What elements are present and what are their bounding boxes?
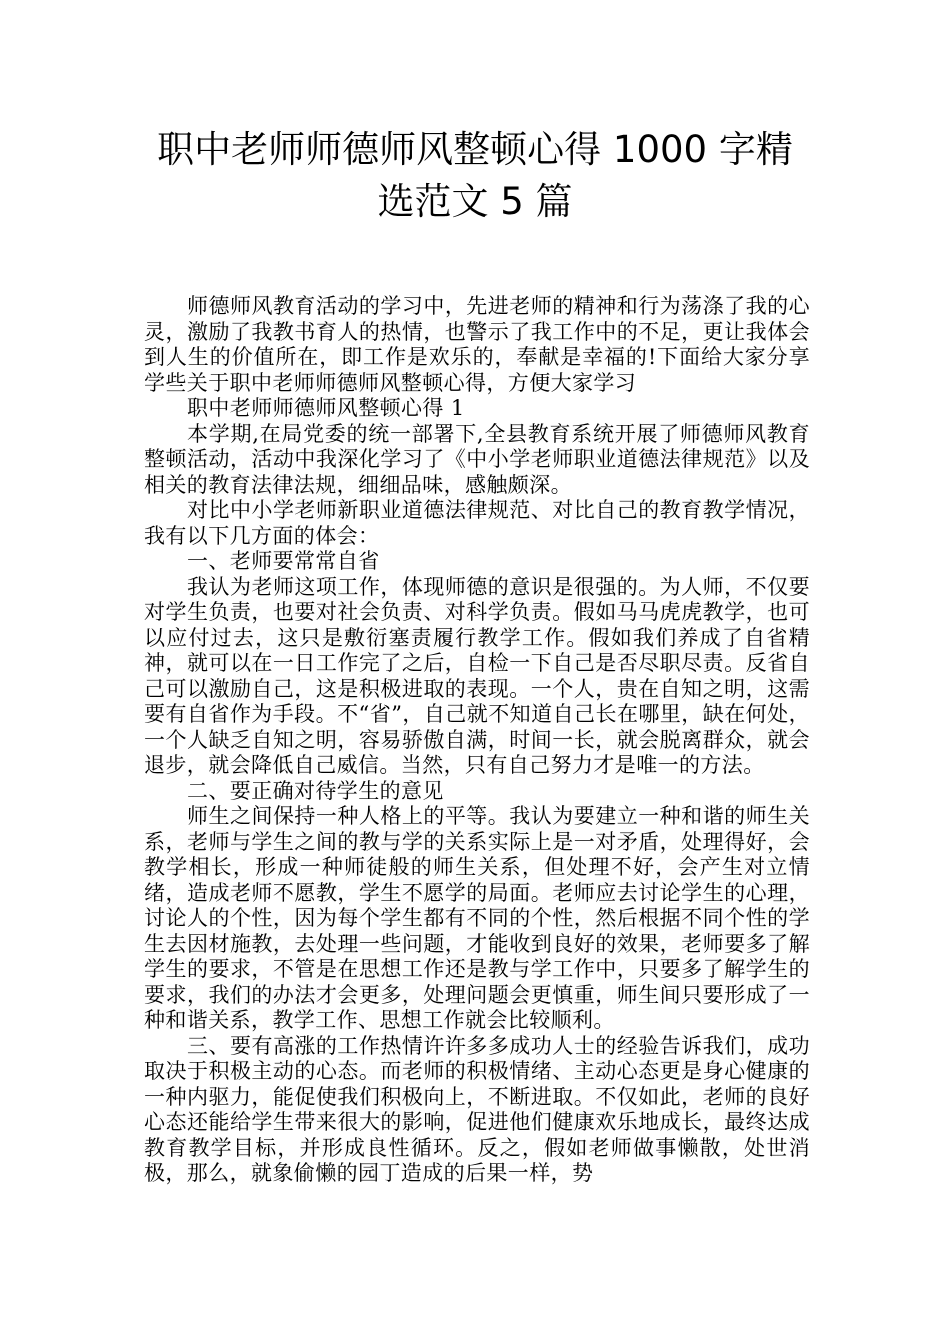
document-title	[100, 124, 850, 228]
document-body	[144, 294, 810, 1187]
body-paragraph: 三、要有高涨的工作热情许许多多成功人士的经验告诉我们，成功取决于积极主动的心态。而老师的积极情绪、主动心态更是身心健康的一种内驱力，能促使我们积极向上，不断进取。不仅如此，老师的良好心态还能给学生带来很大的影响，促进他们健康欢乐地成长，最终达成教育教学目标，并形成良性循环。反之，假如老师做事懒散，处世消极，那么，就象偷懒的园丁造成的后果一样，势	[144, 1033, 810, 1185]
body-paragraph: 我认为老师这项工作，体现师德的意识是很强的。为人师，不仅要对学生负责，也要对社会负责、对科学负责。假如马马虎虎教学，也可以应付过去，这只是敷衍塞责履行教学工作。假如我们养成了自省精神，就可以在一日工作完了之后，自检一下自己是否尽职尽责。反省自己可以激励自己，这是积极进取的表现。一个人，贵在自知之明，这需要有自省作为手段。不“省”，自己就不知道自己长在哪里，缺在何处，一个人缺乏自知之明，容易骄傲自满，时间一长，就会脱离群众，就会退步，就会降低自己威信。当然，只有自己努力才是唯一的方法。	[144, 574, 810, 777]
section-heading: 职中老师师德师风整顿心得 1	[187, 396, 465, 420]
body-paragraph: 对比中小学老师新职业道德法律规范、对比自己的教育教学情况，我有以下几方面的体会：	[144, 498, 810, 548]
subsection-heading: 二、要正确对待学生的意见	[187, 778, 444, 803]
intro-paragraph: 师德师风教育活动的学习中，先进老师的精神和行为荡涤了我的心灵，激励了我教书育人的热情，也警示了我工作中的不足，更让我体会到人生的价值所在，即工作是欢乐的，奉献是幸福的!下面给大家分享学些关于职中老师师德师风整顿心得，方便大家学习	[144, 294, 810, 395]
body-paragraph: 本学期,在局党委的统一部署下,全县教育系统开展了师德师风教育整顿活动，活动中我深化学习了《中小学老师职业道德法律规范》以及相关的教育法律法规，细细品味，感触颇深。	[144, 421, 810, 497]
title-line-2: 选范文 5 篇	[377, 180, 573, 223]
subsection-heading: 一、老师要常常自省	[187, 549, 380, 573]
title-line-1: 职中老师师德师风整顿心得 1000 字精	[157, 128, 793, 171]
body-paragraph: 师生之间保持一种人格上的平等。我认为要建立一种和谐的师生关系，老师与学生之间的教与学的关系实际上是一对矛盾，处理得好，会教学相长，形成一种师徒般的师生关系，但处理不好，会产生对立情绪，造成老师不愿教，学生不愿学的局面。老师应去讨论学生的心理，讨论人的个性，因为每个学生都有不同的个性，然后根据不同个性的学生去因材施教，去处理一些问题，才能收到良好的效果，老师要多了解学生的要求，不管是在思想工作还是教与学工作中，只要多了解学生的要求，我们的办法才会更多，处理问题会更慎重，师生间只要形成了一种和谐关系，教学工作、思想工作就会比较顺利。	[144, 804, 810, 1032]
